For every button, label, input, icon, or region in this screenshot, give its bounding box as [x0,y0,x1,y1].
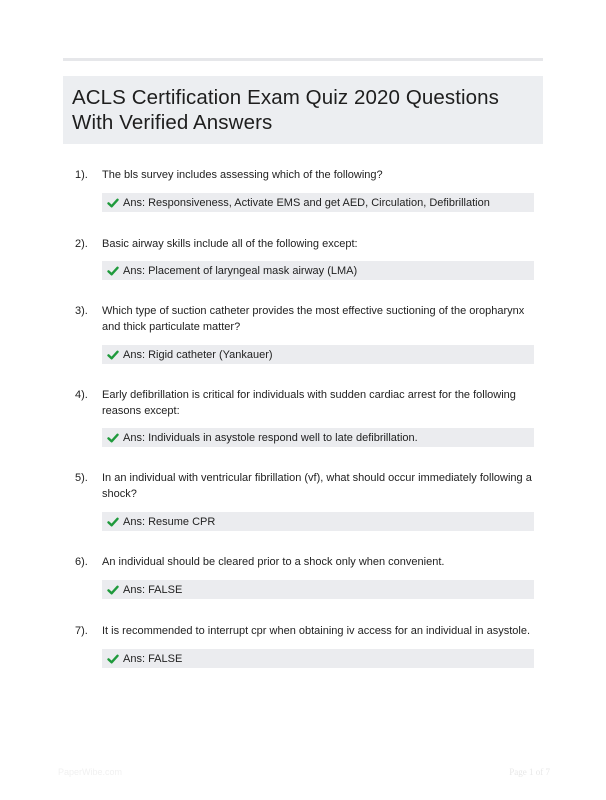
question-text: Basic airway skills include all of the following except: [102,238,358,250]
answer-text: Ans: Individuals in asystole respond well to late defibrillation. [123,431,418,444]
check-icon [107,265,119,277]
question-text: The bls survey includes assessing which of the following? [102,169,383,181]
title-box [63,76,543,144]
top-divider [63,58,543,61]
answer-box [102,345,534,364]
answer-box [102,193,534,212]
answer-box [102,512,534,531]
check-icon [107,432,119,444]
question-number: 6). [75,556,88,568]
check-icon [107,516,119,528]
answer-text: Ans: FALSE [123,652,183,665]
check-icon [107,653,119,665]
answer-box [102,261,534,280]
question-number: 7). [75,625,88,637]
question-text: Early defibrillation is critical for individuals with sudden cardiac arrest for the following reasons except: [102,389,516,417]
answer-text: Ans: Responsiveness, Activate EMS and get AED, Circulation, Defibrillation [123,196,490,209]
question-number: 2). [75,238,88,250]
page-number: Page 1 of 7 [509,767,550,777]
question-number: 3). [75,305,88,317]
answer-text: Ans: Placement of laryngeal mask airway (LMA) [123,264,358,277]
answer-box [102,428,534,447]
check-icon [107,197,119,209]
question-text: In an individual with ventricular fibrillation (vf), what should occur immediately following a shock? [102,472,532,500]
question-text: Which type of suction catheter provides the most effective suctioning of the oropharynx and thick particulate matter? [102,305,525,333]
question-number: 5). [75,472,88,484]
question-number: 1). [75,169,88,181]
page-title: ACLS Certification Exam Quiz 2020 Questions With Verified Answers [72,86,500,134]
footer-watermark: PaperWibe.com [58,767,123,777]
answer-text: Ans: Rigid catheter (Yankauer) [123,348,273,361]
answer-box [102,580,534,599]
check-icon [107,349,119,361]
question-text: An individual should be cleared prior to a shock only when convenient. [102,556,445,568]
check-icon [107,584,119,596]
question-number: 4). [75,389,88,401]
answer-box [102,649,534,668]
answer-text: Ans: Resume CPR [123,515,216,528]
answer-text: Ans: FALSE [123,583,183,596]
question-text: It is recommended to interrupt cpr when obtaining iv access for an individual in asystole. [102,625,530,637]
